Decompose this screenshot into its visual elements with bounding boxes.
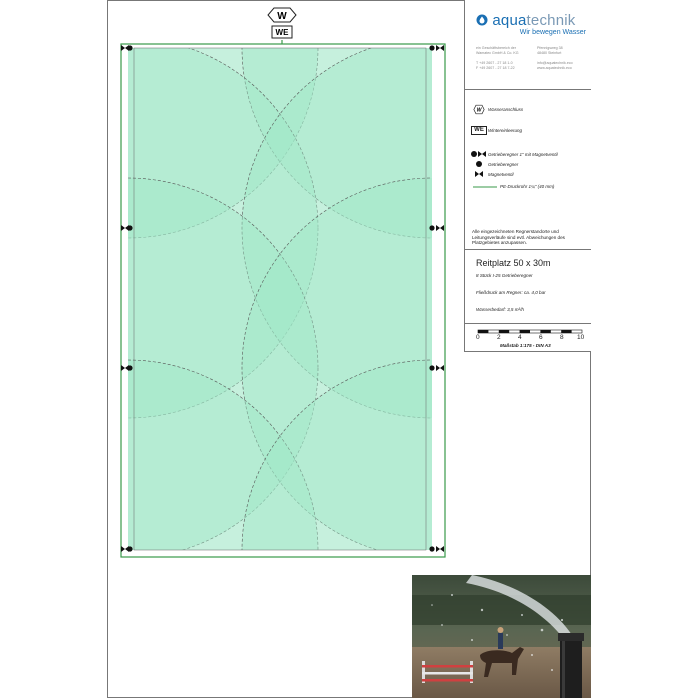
scale-caption: Maßstab 1:175 - DIN A3 <box>500 343 551 348</box>
drop-icon <box>476 14 488 26</box>
address-left: ein Geschäftsbereich der Wamatec GmbH & Co. KG T +49 2607 - 27 18 1-0 F +49 2607 - 27 18 7-22 <box>476 46 519 70</box>
project-line-2: Fließdruck am Regner: ca. 4,0 bar <box>476 290 546 295</box>
water-hex-small-icon <box>473 104 485 115</box>
legend-sprinkler-label: Getrieberegner <box>488 161 519 167</box>
legend-we-label: Wintereinleerung <box>488 128 522 133</box>
scale-tick-0: 0 <box>476 334 480 341</box>
sprinkler-icon <box>475 160 483 168</box>
svg-text:W: W <box>476 107 482 114</box>
legend-pipe-label: PE-Druckrohr 1¼" (40 mm) <box>500 184 555 189</box>
we-box-small: WE <box>471 126 487 135</box>
brand-logo <box>476 12 586 36</box>
sprinkler-5 <box>121 365 133 371</box>
legend-sprinkler-valve-label: Getrieberegner 1" mit Magnetventil <box>488 151 558 157</box>
sprinkler-valve-icon <box>470 150 488 158</box>
sprinkler-photo-image <box>412 575 591 698</box>
address-right: Pfennigsweg 38 48480 Steinfurt info@aquatechnik.eco www.aquatechnik.eco <box>537 46 573 70</box>
sprinkler-photo <box>412 575 591 698</box>
sprinkler-4 <box>429 225 444 231</box>
project-title: Reitplatz 50 x 30m <box>476 258 551 268</box>
legend-water <box>470 104 523 115</box>
legend-water-label: Wasseranschluss <box>488 107 524 112</box>
sprinkler-3 <box>121 225 133 231</box>
legend-sprinkler-valve <box>470 150 558 158</box>
project-line-3: Wasserbedarf: 3,5 m³/h <box>476 307 524 312</box>
scale-tick-6: 6 <box>539 334 543 341</box>
scale-tick-10: 10 <box>577 334 585 341</box>
valve-icon <box>474 170 484 178</box>
pipe-line-icon <box>471 185 499 189</box>
sprinkler-8 <box>429 546 444 552</box>
legend-valve-label: Magnetventil <box>488 171 514 177</box>
we-box-label: WE <box>275 28 289 37</box>
planning-note: Alle eingezeichneten Regnerstandorte und Leitungsverläufe sind evtl. Abweichungen des Platzgebietes anzupassen. <box>472 229 565 246</box>
sprinkler-7 <box>121 546 133 552</box>
legend-valve <box>470 170 514 178</box>
project-line-1: 8 Stück I-25 Getrieberegner <box>476 273 533 278</box>
legend-sprinkler <box>470 160 518 168</box>
scale-tick-8: 8 <box>560 334 564 341</box>
brand-name-aqua: aqua <box>492 12 527 29</box>
water-hex-letter: W <box>277 11 287 22</box>
scale-tick-4: 4 <box>518 334 522 341</box>
brand-slogan: Wir bewegen Wasser <box>519 29 586 36</box>
brand-name-technik: technik <box>526 12 576 29</box>
sprinkler-6 <box>429 365 444 371</box>
scale-tick-2: 2 <box>497 334 501 341</box>
scale-bar <box>476 329 586 335</box>
legend-pipe <box>470 184 554 189</box>
sprinkler-1 <box>121 45 133 51</box>
sprinkler-2 <box>429 45 444 51</box>
legend-we <box>470 126 522 135</box>
